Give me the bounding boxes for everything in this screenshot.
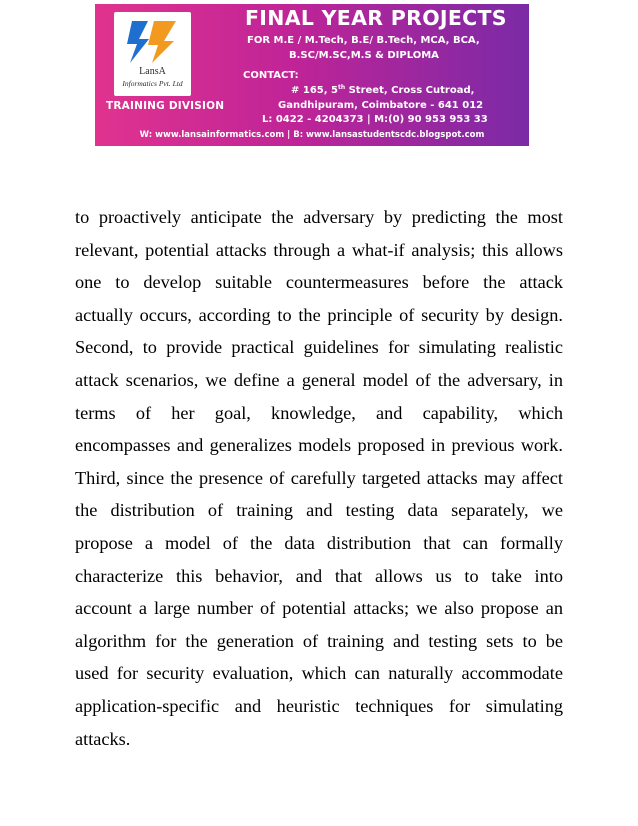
logo-tagline: Informatics Pvt. Ltd [122,79,183,88]
body-line: account a large number of potential attacks; we also propose an [75,598,563,619]
address-line-1 [291,85,474,96]
header-banner [95,4,529,146]
body-line: actually occurs, according to the principle of security by design. [75,304,563,325]
company-logo [114,12,191,96]
division-label: TRAINING DIVISION [106,100,225,112]
body-line: application-specific and heuristic techniques for simulating [75,695,563,716]
body-line: terms of her goal, knowledge, and capability, which [75,402,563,423]
body-line: attack scenarios, we define a general model of the adversary, in [75,369,563,390]
web-links: W: www.lansainformatics.com | B: www.lansastudentscdc.blogspot.com [139,130,485,140]
body-paragraph [75,201,563,755]
courses-line-2: B.SC/M.SC,M.S & DIPLOMA [289,50,439,61]
body-line: Third, since the presence of carefully targeted attacks may affect [75,467,563,488]
body-line: encompasses and generalizes models proposed in previous work. [75,435,563,456]
body-line: algorithm for the generation of training and testing sets to be [75,630,563,651]
address-line-2: Gandhipuram, Coimbatore - 641 012 [278,100,484,111]
lightning-logo-icon [124,17,181,65]
body-line: propose a model of the data distribution that can formally [75,532,563,553]
body-line: characterize this behavior, and that allows us to take into [75,565,563,586]
phone-numbers: L: 0422 - 4204373 | M:(0) 90 953 953 33 [262,114,488,125]
contact-label: CONTACT: [243,70,299,81]
body-line: used for security evaluation, which can naturally accommodate [75,663,563,684]
banner-title: FINAL YEAR PROJECTS [245,6,507,30]
body-line: the distribution of training and testing data separately, we [75,500,563,521]
address-superscript: th [337,84,346,91]
address-street: Street, Cross Cutroad, [345,85,475,96]
body-line: to proactively anticipate the adversary by predicting the most [75,207,563,227]
address-number: # 165, 5 [291,85,338,96]
body-line: one to develop suitable countermeasures before the attack [75,272,563,293]
logo-name: LansA [139,66,166,77]
body-line: attacks. [75,728,131,749]
body-line: relevant, potential attacks through a what-if analysis; this allows [75,239,563,260]
courses-line-1: FOR M.E / M.Tech, B.E/ B.Tech, MCA, BCA, [247,35,480,46]
body-line: Second, to provide practical guidelines for simulating realistic [75,337,563,358]
